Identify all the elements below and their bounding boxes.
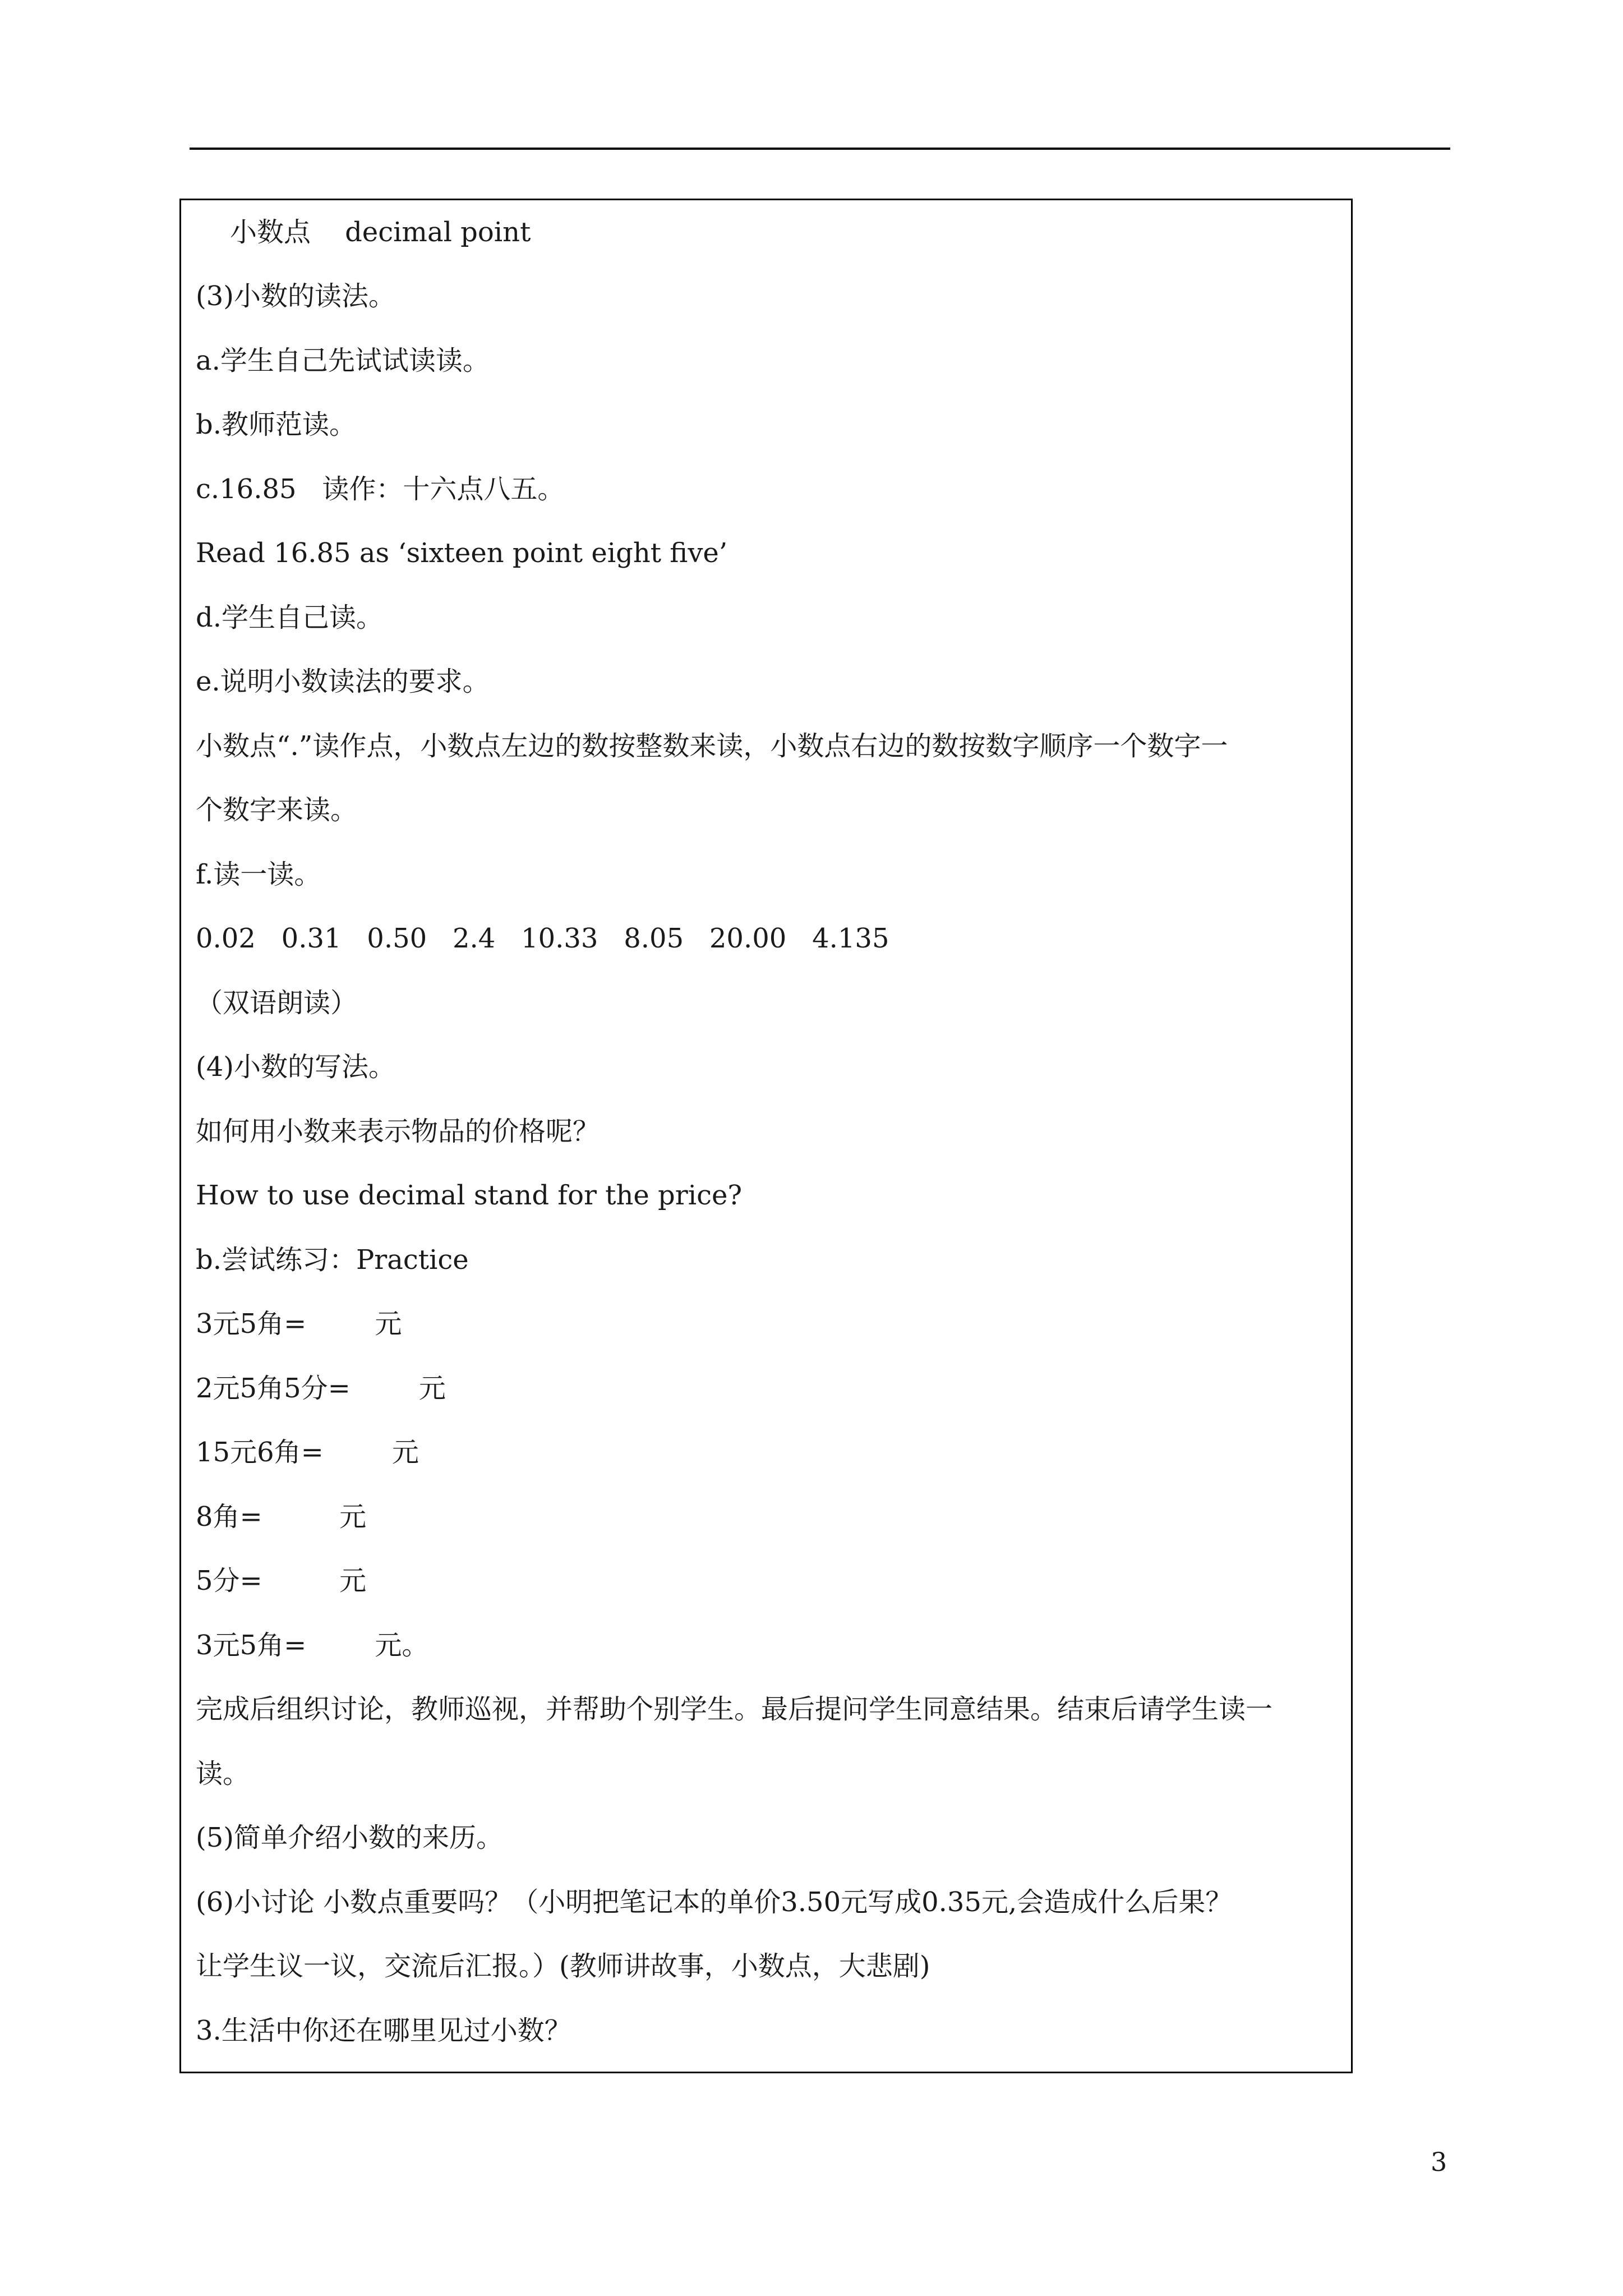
text-line: 5分= 元 bbox=[196, 1565, 367, 1596]
text-line: (5)简单介绍小数的来历。 bbox=[196, 1822, 503, 1853]
text-line: 读。 bbox=[196, 1758, 250, 1789]
text-line: 小数点 decimal point bbox=[196, 217, 531, 248]
text-line: 8角= 元 bbox=[196, 1501, 367, 1533]
text-line: 完成后组织讨论，教师巡视，并帮助个别学生。最后提问学生同意结果。结束后请学生读一 bbox=[196, 1694, 1273, 1725]
text-line: d.学生自己读。 bbox=[196, 602, 383, 633]
text-line: 如何用小数来表示物品的价格呢？ bbox=[196, 1116, 600, 1147]
page-number: 3 bbox=[1431, 2147, 1447, 2177]
text-line: Read 16.85 as ‘sixteen point eight five’ bbox=[196, 537, 728, 569]
text-line: 15元6角= 元 bbox=[196, 1437, 419, 1468]
text-line: c.16.85 读作：十六点八五。 bbox=[196, 473, 565, 505]
text-line: 3.生活中你还在哪里见过小数？ bbox=[196, 2015, 571, 2046]
text-line: How to use decimal stand for the price? bbox=[196, 1180, 743, 1211]
text-line: f.读一读。 bbox=[196, 859, 321, 890]
text-line: a.学生自己先试试读读。 bbox=[196, 345, 490, 376]
text-line: b.教师范读。 bbox=[196, 409, 356, 440]
text-line: (4)小数的写法。 bbox=[196, 1051, 395, 1083]
text-line: 让学生议一议，交流后汇报。）(教师讲故事，小数点，大悲剧) bbox=[196, 1950, 930, 1982]
header-rule bbox=[190, 148, 1450, 150]
text-line: 3元5角= 元。 bbox=[196, 1630, 429, 1661]
text-line: (6)小讨论 小数点重要吗？（小明把笔记本的单价3.50元写成0.35元,会造成什么后果？ bbox=[196, 1887, 1233, 1918]
text-line: 小数点“.”读作点，小数点左边的数按整数来读，小数点右边的数按数字顺序一个数字一 bbox=[196, 730, 1228, 762]
text-line: (3)小数的读法。 bbox=[196, 280, 395, 312]
text-line: 3元5角= 元 bbox=[196, 1308, 402, 1340]
text-line: e.说明小数读法的要求。 bbox=[196, 666, 490, 697]
text-line: 个数字来读。 bbox=[196, 794, 358, 826]
text-line: （双语朗读） bbox=[196, 987, 358, 1019]
text-line: b.尝试练习：Practice bbox=[196, 1244, 469, 1276]
text-line: 2元5角5分= 元 bbox=[196, 1373, 446, 1404]
text-line: 0.02 0.31 0.50 2.4 10.33 8.05 20.00 4.135 bbox=[196, 923, 889, 954]
